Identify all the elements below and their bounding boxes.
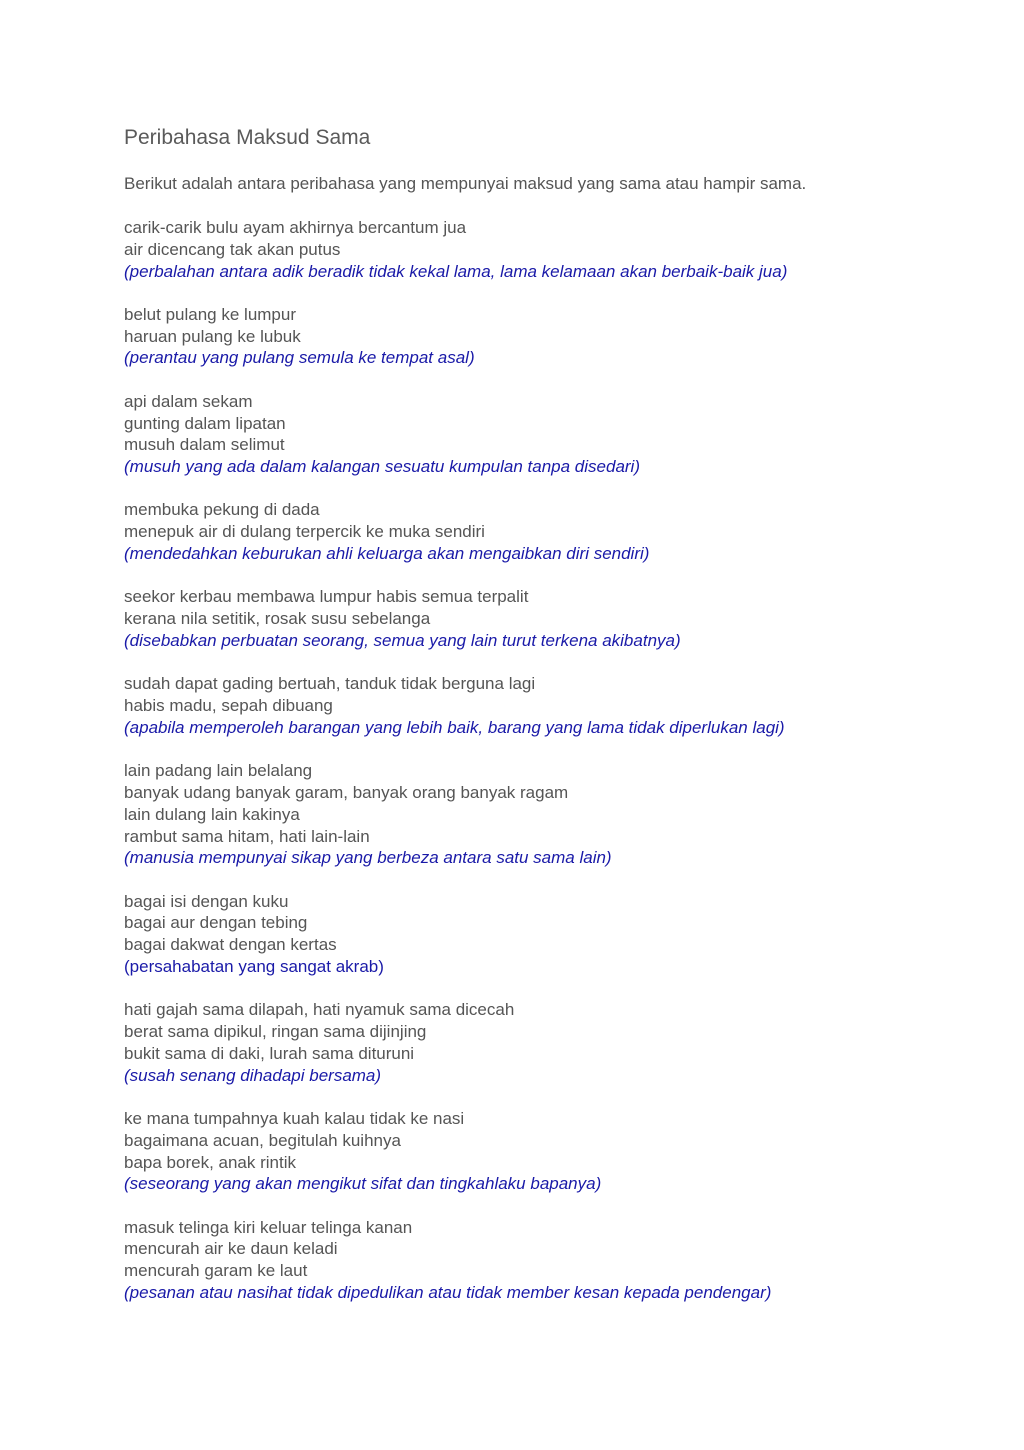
proverb-line: bagaimana acuan, begitulah kuihnya <box>124 1130 401 1150</box>
proverb-line: masuk telinga kiri keluar telinga kanan <box>124 1217 413 1237</box>
proverb-group <box>124 1108 984 1195</box>
proverb-group <box>124 217 984 282</box>
proverb-meaning: (mendedahkan keburukan ahli keluarga akan mengaibkan diri sendiri) <box>124 544 650 564</box>
proverb-line: rambut sama hitam, hati lain-lain <box>124 826 370 846</box>
proverb-line: belut pulang ke lumpur <box>124 304 297 324</box>
proverb-line: musuh dalam selimut <box>124 435 285 455</box>
proverb-line: bagai isi dengan kuku <box>124 891 289 911</box>
proverb-line: bukit sama di daki, lurah sama dituruni <box>124 1043 415 1063</box>
proverb-line: lain dulang lain kakinya <box>124 804 300 824</box>
proverb-line: berat sama dipikul, ringan sama dijinjing <box>124 1022 427 1042</box>
intro-paragraph: Berikut adalah antara peribahasa yang mempunyai maksud yang sama atau hampir sama. <box>124 174 807 193</box>
proverb-meaning: (musuh yang ada dalam kalangan sesuatu kumpulan tanpa disedari) <box>124 457 640 477</box>
page-title: Peribahasa Maksud Sama <box>124 126 371 149</box>
proverb-group <box>124 673 984 738</box>
proverb-meaning: (apabila memperoleh barangan yang lebih baik, barang yang lama tidak diperlukan lagi) <box>124 717 785 737</box>
proverb-line: lain padang lain belalang <box>124 761 313 781</box>
proverb-line: gunting dalam lipatan <box>124 413 286 433</box>
proverb-group <box>124 391 984 478</box>
proverb-line: mencurah garam ke laut <box>124 1261 308 1281</box>
proverb-line: ke mana tumpahnya kuah kalau tidak ke nasi <box>124 1109 465 1128</box>
proverb-line: carik-carik bulu ayam akhirnya bercantum jua <box>124 218 467 237</box>
proverb-line: kerana nila setitik, rosak susu sebelanga <box>124 609 431 629</box>
proverb-line: haruan pulang ke lubuk <box>124 326 301 346</box>
proverb-meaning: (disebabkan perbuatan seorang, semua yang lain turut terkena akibatnya) <box>124 630 681 650</box>
proverb-group <box>124 891 984 978</box>
document-page <box>124 124 984 1325</box>
proverb-line: bagai aur dengan tebing <box>124 913 308 933</box>
proverb-group <box>124 760 984 869</box>
proverb-line: banyak udang banyak garam, banyak orang banyak ragam <box>124 782 569 802</box>
proverb-group <box>124 999 984 1086</box>
proverb-line: sudah dapat gading bertuah, tanduk tidak berguna lagi <box>124 674 536 694</box>
proverb-line: habis madu, sepah dibuang <box>124 696 333 716</box>
proverb-line: air dicencang tak akan putus <box>124 239 341 259</box>
proverb-line: bapa borek, anak rintik <box>124 1152 296 1172</box>
proverb-line: hati gajah sama dilapah, hati nyamuk sama dicecah <box>124 1000 515 1020</box>
proverb-group <box>124 586 984 651</box>
proverb-meaning: (susah senang dihadapi bersama) <box>124 1065 382 1085</box>
proverb-line: api dalam sekam <box>124 391 253 411</box>
proverb-meaning: (manusia mempunyai sikap yang berbeza antara satu sama lain) <box>124 848 612 868</box>
proverb-meaning: (persahabatan yang sangat akrab) <box>124 957 384 977</box>
proverb-line: mencurah air ke daun keladi <box>124 1239 338 1259</box>
proverb-group <box>124 304 984 369</box>
proverb-meaning: (seseorang yang akan mengikut sifat dan tingkahlaku bapanya) <box>124 1174 602 1194</box>
proverb-meaning: (pesanan atau nasihat tidak dipedulikan atau tidak member kesan kepada pendengar) <box>124 1283 772 1303</box>
proverb-meaning: (perantau yang pulang semula ke tempat asal) <box>124 348 475 368</box>
proverb-line: menepuk air di dulang terpercik ke muka sendiri <box>124 522 485 542</box>
proverb-line: membuka pekung di dada <box>124 500 320 520</box>
proverb-group <box>124 499 984 564</box>
proverb-group <box>124 1217 984 1304</box>
proverb-meaning: (perbalahan antara adik beradik tidak kekal lama, lama kelamaan akan berbaik-baik jua) <box>124 261 788 281</box>
proverb-line: seekor kerbau membawa lumpur habis semua terpalit <box>124 587 529 607</box>
proverb-line: bagai dakwat dengan kertas <box>124 935 337 955</box>
